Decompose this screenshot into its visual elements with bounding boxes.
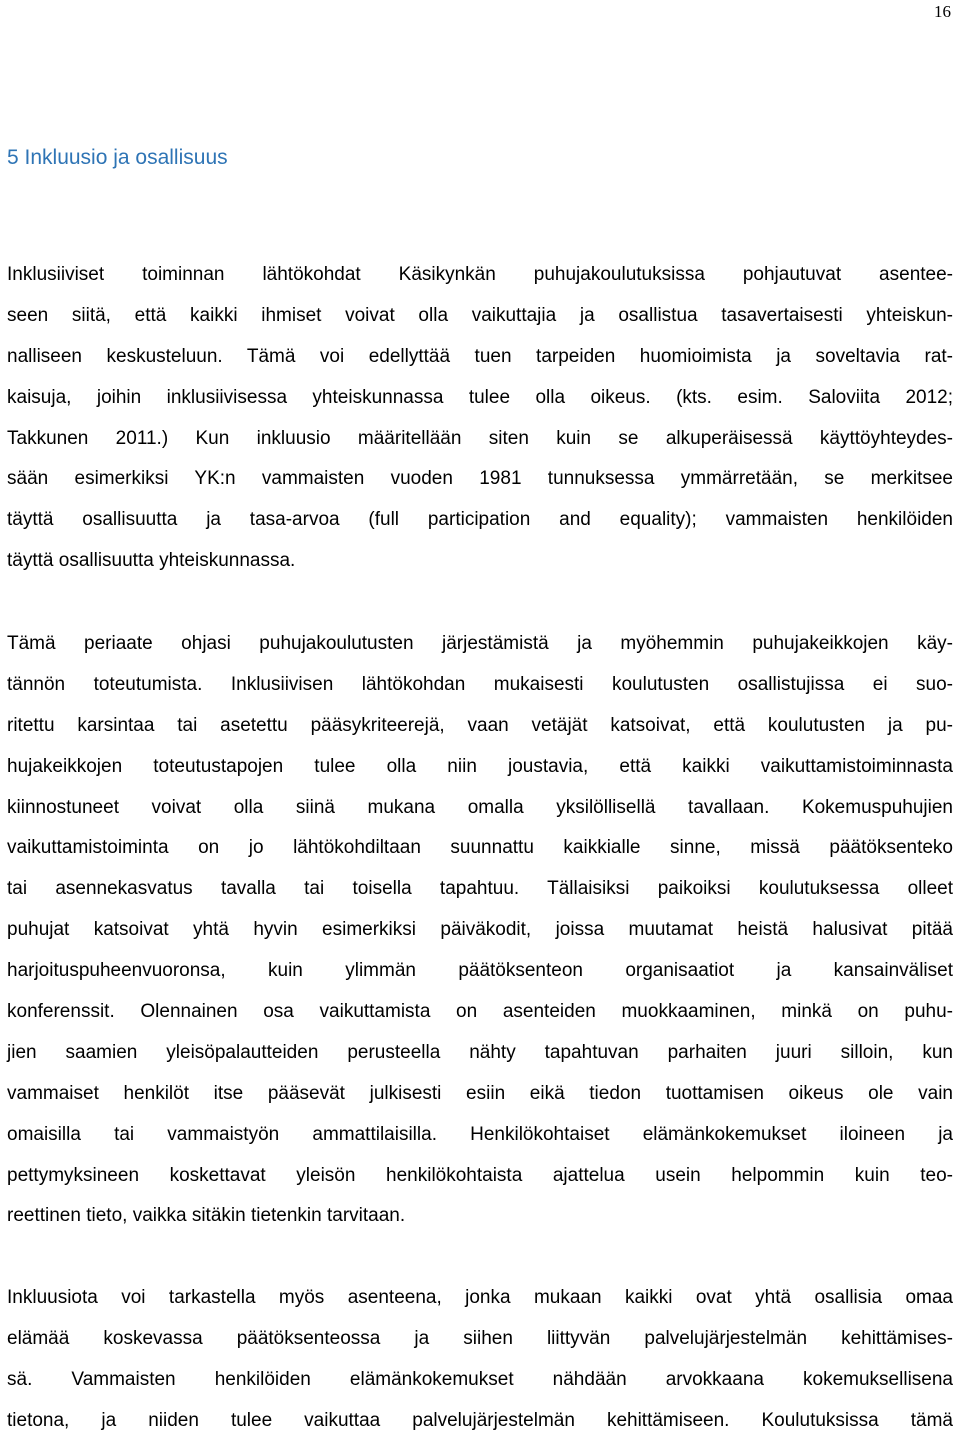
text-line: Tämä periaate ohjasi puhujakoulutusten järjestämistä ja myöhemmin puhujakeikkojen käy- <box>7 633 953 654</box>
text-line: tietona, ja niiden tulee vaikuttaa palvelujärjestelmän kehittämiseen. Koulutuksissa tämä <box>7 1409 953 1431</box>
text-line: kiinnostuneet voivat olla siinä mukana omalla yksilöllisellä tavallaan. Kokemuspuhujien <box>7 796 953 818</box>
text-line: Inkluusiota voi tarkastella myös asenteena, jonka mukaan kaikki ovat yhtä osallisia omaa <box>7 1287 953 1308</box>
text-line: nalliseen keskusteluun. Tämä voi edellyttää tuen tarpeiden huomioimista ja soveltavia rat- <box>7 345 953 367</box>
text-line: kaisuja, joihin inklusiivisessa yhteiskunnassa tulee olla oikeus. (kts. esim. Saloviita 2012; <box>7 386 953 408</box>
text-line: Inklusiiviset toiminnan lähtökohdat Käsikynkän puhujakoulutuksissa pohjautuvat asentee- <box>7 264 953 285</box>
text-line: sä. Vammaisten henkilöiden elämänkokemukset nähdään arvokkaana kokemuksellisena <box>7 1368 953 1390</box>
paragraph-principle-in-practice <box>7 624 953 1237</box>
text-line: ritettu karsintaa tai asetettu pääsykriteerejä, vaan vetäjät katsoivat, että koulutusten ja pu- <box>7 714 953 736</box>
text-line: vammaiset henkilöt itse pääsevät julkisesti esiin eikä tiedon tuottamisen oikeus ole vain <box>7 1082 953 1104</box>
text-line: reettinen tieto, vaikka sitäkin tietenkin tarvitaan. <box>7 1205 406 1227</box>
text-line: puhujat katsoivat yhtä hyvin esimerkiksi päiväkodit, joissa muutamat heistä halusivat pitää <box>7 919 953 941</box>
text-line: jien saamien yleisöpalautteiden perusteella nähty tapahtuvan parhaiten juuri silloin, kun <box>7 1041 953 1063</box>
text-line: täyttä osallisuutta ja tasa-arvoa (full participation and equality); vammaisten henkilöiden <box>7 509 953 531</box>
text-line: elämää koskevassa päätöksenteossa ja siihen liittyvän palvelujärjestelmän kehittämises- <box>7 1327 953 1349</box>
text-line: vaikuttamistoiminta on jo lähtökohdiltaan suunnattu kaikkialle sinne, missä päätöksenteko <box>7 837 953 859</box>
text-line: omaisilla tai vammaistyön ammattilaisilla. Henkilökohtaiset elämänkokemukset iloineen ja <box>7 1123 953 1145</box>
text-line: täyttä osallisuutta yhteiskunnassa. <box>7 550 296 572</box>
text-line: sään esimerkiksi YK:n vammaisten vuoden 1981 tunnuksessa ymmärretään, se merkitsee <box>7 468 953 490</box>
section-heading: 5 Inkluusio ja osallisuus <box>7 146 228 169</box>
text-line: seen siitä, että kaikki ihmiset voivat olla vaikuttajia ja osallistua tasavertaisesti yhteiskun- <box>7 304 953 326</box>
text-line: pettymyksineen koskettavat yleisön henkilökohtaista ajattelua usein helpommin kuin teo- <box>7 1164 953 1186</box>
page-number: 16 <box>934 2 951 21</box>
text-line: Takkunen 2011.) Kun inkluusio määritellään siten kuin se alkuperäisessä käyttöyhteydes- <box>7 427 953 449</box>
text-line: tännön toteutumista. Inklusiivisen lähtökohdan mukaisesti koulutusten osallistujissa ei suo- <box>7 673 953 695</box>
paragraph-inclusive-starting-points <box>7 255 953 582</box>
text-line: hujakeikkojen toteutustapojen tulee olla niin joustavia, että kaikki vaikuttamistoiminnasta <box>7 755 953 777</box>
text-line: harjoituspuheenvuoronsa, kuin ylimmän päätöksenteon organisaatiot ja kansainväliset <box>7 960 953 982</box>
text-line: tai asennekasvatus tavalla tai toisella tapahtuu. Tällaisiksi paikoiksi koulutuksessa olleet <box>7 878 953 900</box>
text-line: konferenssit. Olennainen osa vaikuttamista on asenteiden muokkaaminen, minkä on puhu- <box>7 1001 953 1023</box>
paragraph-inclusion-as-attitude <box>7 1278 953 1442</box>
